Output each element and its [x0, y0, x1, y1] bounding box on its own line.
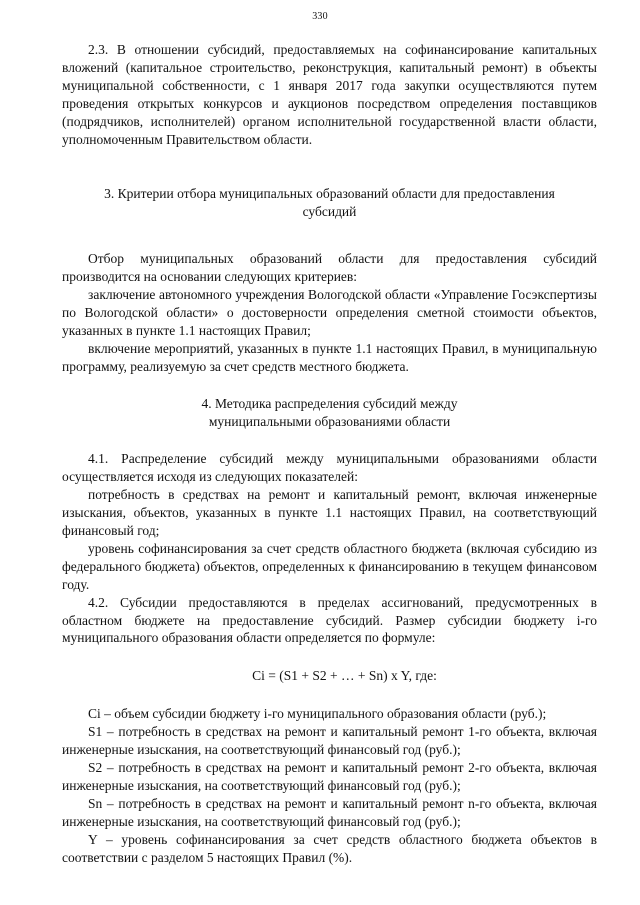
definition-s1: S1 – потребность в средствах на ремонт и капитальный ремонт 1-го объекта, включая инженерные изыскания, на соответствующий финансовый год (руб.);	[62, 724, 597, 758]
section-heading-4	[62, 395, 597, 431]
document-body	[62, 41, 597, 866]
criteria-intro: Отбор муниципальных образований области для предоставления субсидий производится на основании следующих критериев:	[62, 251, 597, 285]
definition-y: Y – уровень софинансирования за счет средств областного бюджета объектов в соответствии с разделом 5 настоящих Правил (%).	[62, 831, 597, 865]
definition-s2: S2 – потребность в средствах на ремонт и капитальный ремонт 2-го объекта, включая инженерные изыскания, на соответствующий финансовый год (руб.);	[62, 760, 597, 793]
subsidy-formula: Ci = (S1 + S2 + … + Sn) x Y, где:	[252, 668, 437, 684]
paragraph-4-1-intro: 4.1. Распределение субсидий между муниципальными образованиями области осуществляется исходя из следующих показателей:	[62, 451, 597, 485]
criteria-item-1: заключение автономного учреждения Вологодской области «Управление Госэкспертизы по Вологодской области» о достоверности определения сметной стоимости объектов, указанных в пункте 1.1 настоящих Правил;	[62, 287, 597, 338]
page-number: 330	[312, 11, 328, 22]
definition-sn: Sn – потребность в средствах на ремонт и капитальный ремонт n-го объекта, включая инженерные изыскания, на соответствующий финансовый год (руб.);	[62, 795, 597, 829]
section-heading-4-line-1: 4. Методика распределения субсидий между	[201, 395, 458, 411]
paragraph-4-2-intro: 4.2. Субсидии предоставляются в пределах ассигнований, предусмотренных в областном бюджете на предоставление субсидий. Размер субсидии бюджету i-го муниципального образования области определяется по формуле:	[62, 594, 597, 646]
paragraph-2-3: 2.3. В отношении субсидий, предоставляемых на софинансирование капитальных вложений (капитальное строительство, реконструкция, капитальный ремонт) в объекты муниципальной собственности, с 1 января 2017 года закупки осуществляются путем проведения открытых конкурсов и аукционов посредством определения поставщиков (подрядчиков, исполнителей) органом исполнительной государственной власти области, уполномоченным Правительством области.	[62, 42, 597, 147]
section-heading-3: 3. Критерии отбора муниципальных образований области для предоставления субсидий	[104, 186, 555, 220]
criteria-item-2: включение мероприятий, указанных в пункте 1.1 настоящих Правил, в муниципальную программу, реализуемую за счет средств местного бюджета.	[62, 340, 597, 374]
paragraph-4-1-item-2: уровень софинансирования за счет средств областного бюджета (включая субсидию из федерального бюджета) объектов, определенных к финансированию в текущем финансовом году.	[62, 540, 597, 592]
section-heading-4-line-2: муниципальными образованиями области	[208, 413, 451, 429]
definition-ci: Ci – объем субсидии бюджету i-го муниципального образования области (руб.);	[88, 706, 547, 722]
paragraph-4-1-item-1: потребность в средствах на ремонт и капитальный ремонт, включая инженерные изыскания, объектов, указанных в пункте 1.1 настоящих Правил, на соответствующий финансовый год;	[62, 487, 597, 539]
